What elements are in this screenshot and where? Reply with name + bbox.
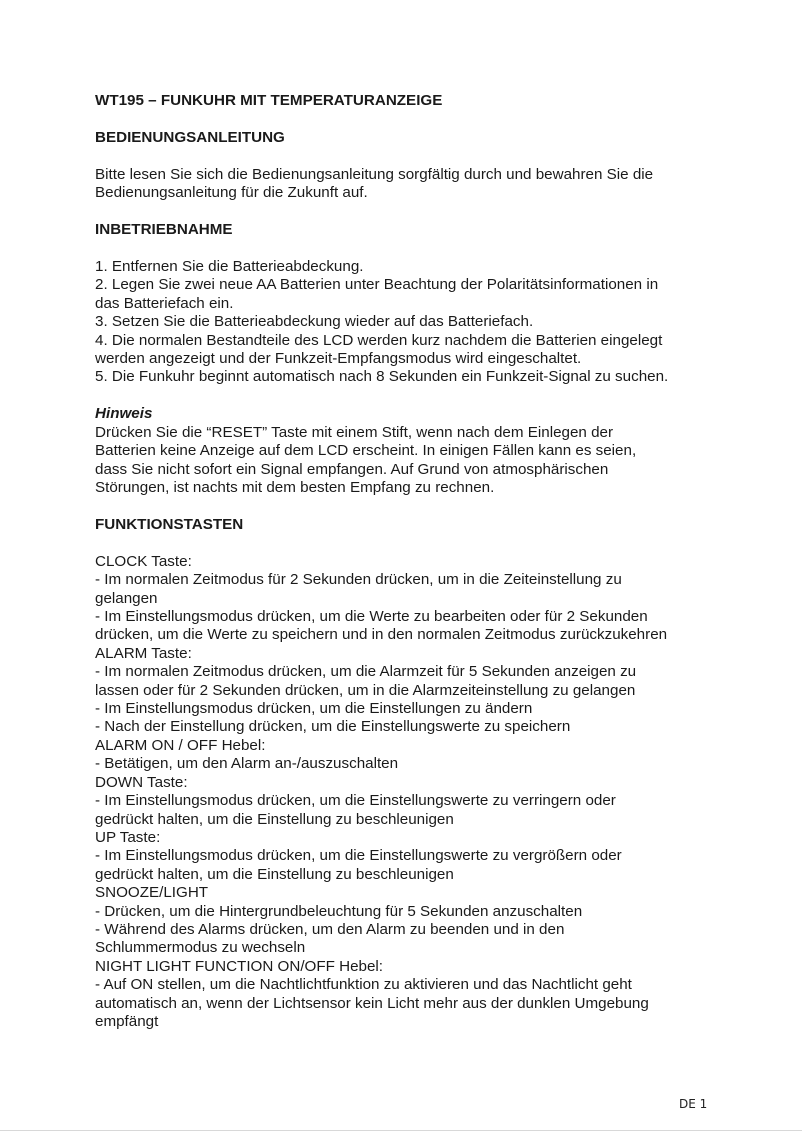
- setup-line: 3. Setzen Sie die Batterieabdeckung wieder auf das Batteriefach.: [95, 313, 534, 331]
- note-block: [95, 405, 735, 497]
- function-line: empfängt: [95, 1012, 159, 1030]
- function-line: - Während des Alarms drücken, um den Alarm zu beenden und in den: [95, 920, 565, 938]
- function-line: - Im Einstellungsmodus drücken, um die Einstellungswerte zu verringern oder: [95, 792, 616, 810]
- document-title: WT195 – FUNKUHR MIT TEMPERATURANZEIGE: [95, 92, 443, 109]
- note-heading: Hinweis: [95, 405, 153, 423]
- setup-line: das Batteriefach ein.: [95, 294, 234, 312]
- function-line: - Im normalen Zeitmodus für 2 Sekunden drücken, um in die Zeiteinstellung zu: [95, 571, 622, 589]
- function-line: NIGHT LIGHT FUNCTION ON/OFF Hebel:: [95, 957, 384, 975]
- page-number: DE 1: [679, 1097, 708, 1111]
- function-line: DOWN Taste:: [95, 773, 188, 791]
- setup-line: 1. Entfernen Sie die Batterieabdeckung.: [95, 258, 364, 276]
- function-line: - Auf ON stellen, um die Nachtlichtfunktion zu aktivieren und das Nachtlicht geht: [95, 976, 632, 994]
- functions-list: [95, 553, 735, 1032]
- intro-paragraph: [95, 166, 735, 203]
- function-line: - Im Einstellungsmodus drücken, um die Einstellungswerte zu vergrößern oder: [95, 847, 622, 865]
- function-line: CLOCK Taste:: [95, 552, 192, 570]
- setup-line: 4. Die normalen Bestandteile des LCD werden kurz nachdem die Batterien eingelegt: [95, 331, 663, 349]
- setup-line: 5. Die Funkuhr beginnt automatisch nach 8 Sekunden ein Funkzeit-Signal zu suchen.: [95, 368, 669, 386]
- note-line: Drücken Sie die “RESET” Taste mit einem Stift, wenn nach dem Einlegen der: [95, 423, 614, 441]
- function-line: - Im Einstellungsmodus drücken, um die Werte zu bearbeiten oder für 2 Sekunden: [95, 608, 648, 626]
- functions-heading: FUNKTIONSTASTEN: [95, 515, 244, 533]
- function-line: ALARM ON / OFF Hebel:: [95, 736, 266, 754]
- function-line: - Im Einstellungsmodus drücken, um die Einstellungen zu ändern: [95, 700, 533, 718]
- function-line: - Im normalen Zeitmodus drücken, um die Alarmzeit für 5 Sekunden anzeigen zu: [95, 663, 637, 681]
- function-line: UP Taste:: [95, 828, 161, 846]
- document-subtitle: BEDIENUNGSANLEITUNG: [95, 128, 285, 146]
- document-page: [95, 92, 735, 1031]
- function-line: automatisch an, wenn der Lichtsensor kein Licht mehr aus der dunklen Umgebung: [95, 994, 649, 1012]
- function-line: drücken, um die Werte zu speichern und in den normalen Zeitmodus zurückzukehren: [95, 626, 668, 644]
- setup-line: werden angezeigt und der Funkzeit-Empfangsmodus wird eingeschaltet.: [95, 350, 582, 368]
- intro-line: Bedienungsanleitung für die Zukunft auf.: [95, 184, 368, 202]
- note-line: dass Sie nicht sofort ein Signal empfangen. Auf Grund von atmosphärischen: [95, 460, 609, 478]
- note-line: Batterien keine Anzeige auf dem LCD erscheint. In einigen Fällen kann es seien,: [95, 442, 637, 460]
- setup-heading: INBETRIEBNAHME: [95, 221, 233, 239]
- intro-line: Bitte lesen Sie sich die Bedienungsanleitung sorgfältig durch und bewahren Sie die: [95, 165, 654, 183]
- function-line: Schlummermodus zu wechseln: [95, 939, 306, 957]
- function-line: gedrückt halten, um die Einstellung zu beschleunigen: [95, 865, 454, 883]
- function-line: ALARM Taste:: [95, 644, 192, 662]
- function-line: - Drücken, um die Hintergrundbeleuchtung für 5 Sekunden anzuschalten: [95, 902, 583, 920]
- function-line: - Betätigen, um den Alarm an-/auszuschalten: [95, 755, 399, 773]
- function-line: - Nach der Einstellung drücken, um die Einstellungswerte zu speichern: [95, 718, 571, 736]
- note-line: Störungen, ist nachts mit dem besten Empfang zu rechnen.: [95, 479, 495, 496]
- function-line: gedrückt halten, um die Einstellung zu beschleunigen: [95, 810, 454, 828]
- page-bottom-divider: [0, 1130, 802, 1131]
- setup-line: 2. Legen Sie zwei neue AA Batterien unter Beachtung der Polaritätsinformationen in: [95, 276, 659, 294]
- function-line: lassen oder für 2 Sekunden drücken, um in die Alarmzeiteinstellung zu gelangen: [95, 681, 636, 699]
- function-line: SNOOZE/LIGHT: [95, 884, 209, 902]
- function-line: gelangen: [95, 589, 158, 607]
- setup-list: [95, 258, 735, 387]
